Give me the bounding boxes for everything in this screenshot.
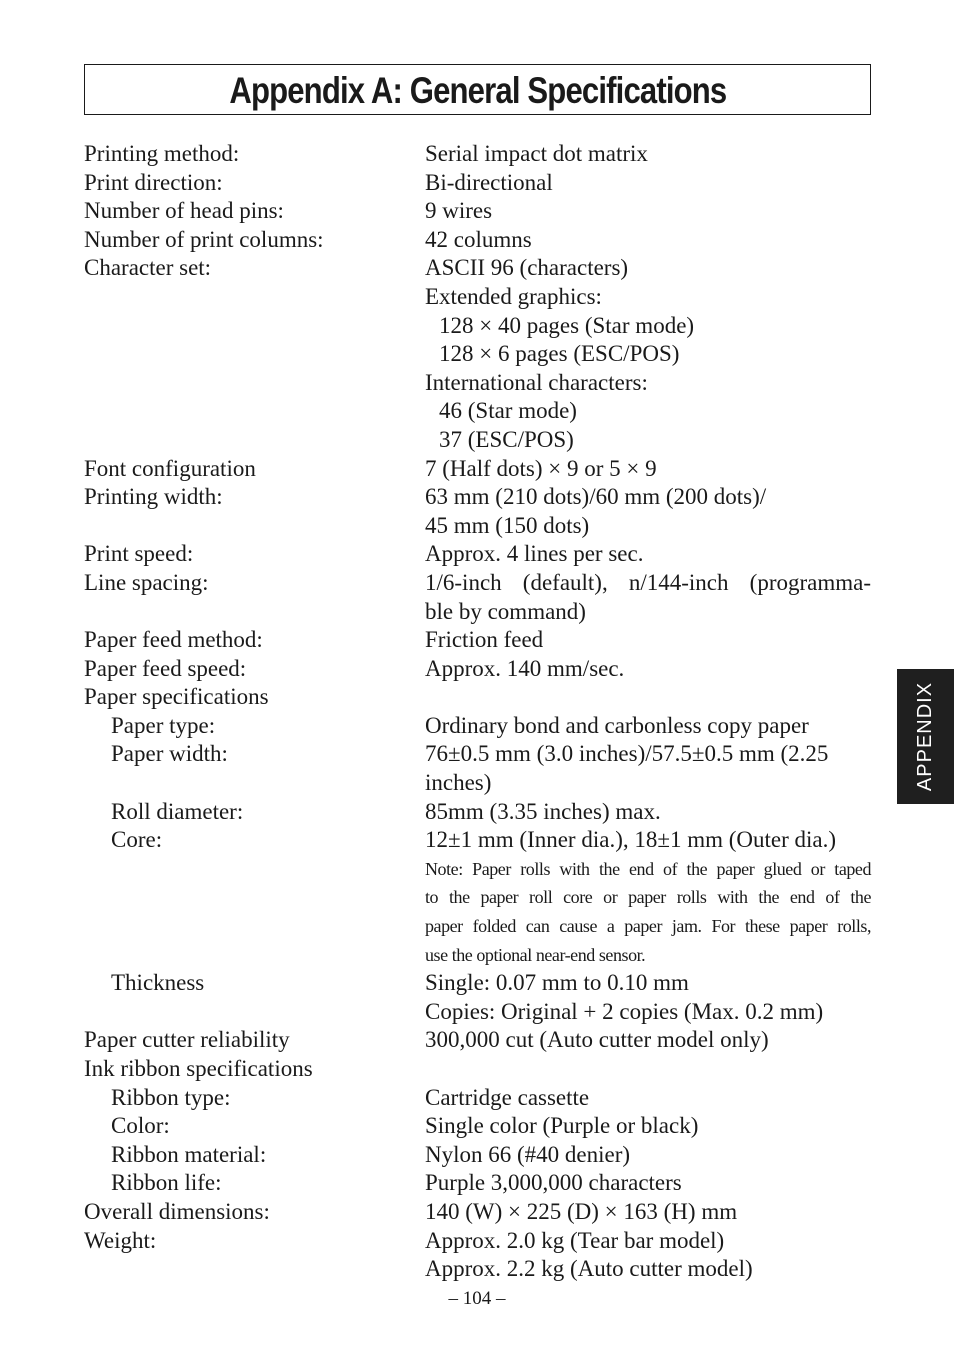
spec-value: 140 (W) × 225 (D) × 163 (H) mm bbox=[425, 1198, 738, 1224]
spec-value: Approx. 2.0 kg (Tear bar model) bbox=[425, 1227, 725, 1253]
spec-row bbox=[84, 655, 874, 684]
spec-label: Character set: bbox=[84, 255, 212, 281]
spec-label: Paper type: bbox=[111, 712, 216, 738]
spec-row bbox=[84, 197, 874, 226]
spec-row bbox=[84, 426, 874, 455]
spec-label: Number of print columns: bbox=[84, 226, 324, 252]
spec-label: Paper feed speed: bbox=[84, 655, 247, 681]
spec-label: Ribbon material: bbox=[111, 1141, 267, 1167]
spec-label: Ribbon type: bbox=[111, 1084, 231, 1110]
spec-label: Line spacing: bbox=[84, 569, 209, 595]
spec-row bbox=[84, 540, 874, 569]
spec-note-text: paper folded can cause a paper jam. For these paper rolls, bbox=[425, 916, 871, 937]
spec-value: Approx. 140 mm/sec. bbox=[425, 655, 625, 681]
spec-note-text: use the optional near-end sensor. bbox=[425, 944, 646, 965]
spec-label: Paper width: bbox=[111, 741, 228, 767]
spec-label: Font configuration bbox=[84, 455, 256, 481]
spec-value: 300,000 cut (Auto cutter model only) bbox=[425, 1027, 769, 1053]
spec-value: 1/6-inch (default), n/144-inch (programma- bbox=[425, 569, 871, 595]
spec-value: International characters: bbox=[425, 369, 648, 395]
spec-row bbox=[84, 1026, 874, 1055]
spec-value: 46 (Star mode) bbox=[439, 398, 577, 424]
spec-row bbox=[84, 626, 874, 655]
spec-value: Extended graphics: bbox=[425, 283, 602, 309]
spec-row bbox=[84, 140, 874, 169]
spec-value: Approx. 4 lines per sec. bbox=[425, 541, 644, 567]
spec-value: 63 mm (210 dots)/60 mm (200 dots)/ bbox=[425, 484, 767, 510]
spec-row bbox=[84, 340, 874, 369]
spec-row bbox=[84, 283, 874, 312]
spec-value: 128 × 40 pages (Star mode) bbox=[439, 312, 695, 338]
spec-value: 85mm (3.35 inches) max. bbox=[425, 798, 661, 824]
spec-note-text: to the paper roll core or paper rolls with the end of the bbox=[425, 887, 871, 908]
spec-row bbox=[84, 397, 874, 426]
spec-value: Approx. 2.2 kg (Auto cutter model) bbox=[425, 1256, 753, 1282]
spec-value: 128 × 6 pages (ESC/POS) bbox=[439, 341, 680, 367]
spec-value: Single: 0.07 mm to 0.10 mm bbox=[425, 970, 689, 996]
page-title: Appendix A: General Specifications bbox=[228, 70, 727, 111]
spec-value: Ordinary bond and carbonless copy paper bbox=[425, 712, 809, 738]
spec-label: Printing method: bbox=[84, 141, 240, 166]
spec-row bbox=[84, 369, 874, 398]
appendix-tab-label: APPENDIX bbox=[914, 681, 936, 792]
spec-value: Friction feed bbox=[425, 627, 544, 653]
spec-row bbox=[84, 254, 874, 283]
spec-row bbox=[84, 1141, 874, 1170]
spec-row bbox=[84, 1112, 874, 1141]
spec-value: ble by command) bbox=[425, 598, 586, 624]
spec-note-line bbox=[84, 855, 874, 884]
spec-value: 37 (ESC/POS) bbox=[439, 426, 574, 452]
spec-label: Print direction: bbox=[84, 169, 223, 195]
spec-row bbox=[84, 1055, 874, 1084]
spec-row bbox=[84, 769, 874, 798]
spec-value: Single color (Purple or black) bbox=[425, 1113, 699, 1139]
spec-value: 7 (Half dots) × 9 or 5 × 9 bbox=[425, 455, 657, 481]
spec-label: Thickness bbox=[111, 970, 205, 996]
spec-row bbox=[84, 512, 874, 541]
spec-label: Roll diameter: bbox=[111, 798, 244, 824]
spec-row bbox=[84, 1169, 874, 1198]
spec-label: Weight: bbox=[84, 1227, 157, 1253]
spec-label: Overall dimensions: bbox=[84, 1198, 270, 1224]
spec-row bbox=[84, 312, 874, 341]
spec-value: Purple 3,000,000 characters bbox=[425, 1170, 682, 1196]
spec-row bbox=[84, 998, 874, 1027]
spec-value: 12±1 mm (Inner dia.), 18±1 mm (Outer dia.) bbox=[425, 827, 837, 853]
spec-row bbox=[84, 169, 874, 198]
spec-label: Number of head pins: bbox=[84, 198, 284, 224]
spec-value: inches) bbox=[425, 770, 492, 796]
title-box bbox=[84, 64, 871, 115]
page-number: – 104 – bbox=[448, 1288, 506, 1309]
spec-note-text: Note: Paper rolls with the end of the paper glued or taped bbox=[425, 858, 871, 879]
spec-note-line bbox=[84, 941, 874, 970]
spec-value: Bi-directional bbox=[425, 169, 553, 195]
spec-label: Core: bbox=[111, 827, 163, 853]
spec-row bbox=[84, 1084, 874, 1113]
spec-row bbox=[84, 1198, 874, 1227]
spec-row bbox=[84, 483, 874, 512]
spec-row bbox=[84, 740, 874, 769]
appendix-side-tab bbox=[897, 669, 954, 804]
spec-label: Print speed: bbox=[84, 541, 194, 567]
spec-value: ASCII 96 (characters) bbox=[425, 255, 629, 281]
spec-row bbox=[84, 1227, 874, 1256]
spec-row bbox=[84, 798, 874, 827]
spec-value: Cartridge cassette bbox=[425, 1084, 590, 1110]
spec-row bbox=[84, 226, 874, 255]
spec-label: Ink ribbon specifications bbox=[84, 1056, 313, 1081]
spec-value: Copies: Original + 2 copies (Max. 0.2 mm) bbox=[425, 998, 824, 1024]
spec-row bbox=[84, 569, 874, 598]
spec-label: Paper feed method: bbox=[84, 627, 263, 653]
spec-list bbox=[84, 140, 874, 1284]
spec-label: Color: bbox=[111, 1113, 170, 1139]
spec-value: 45 mm (150 dots) bbox=[425, 512, 590, 538]
spec-value: 42 columns bbox=[425, 226, 532, 252]
spec-note-line bbox=[84, 883, 874, 912]
spec-label: Printing width: bbox=[84, 484, 223, 510]
spec-row bbox=[84, 455, 874, 484]
spec-label: Paper cutter reliability bbox=[84, 1027, 290, 1053]
spec-row bbox=[84, 969, 874, 998]
spec-row bbox=[84, 1255, 874, 1284]
spec-value: Serial impact dot matrix bbox=[425, 141, 648, 166]
spec-label: Ribbon life: bbox=[111, 1170, 222, 1196]
spec-row bbox=[84, 712, 874, 741]
spec-value: Nylon 66 (#40 denier) bbox=[425, 1141, 631, 1167]
spec-value: 76±0.5 mm (3.0 inches)/57.5±0.5 mm (2.25 bbox=[425, 741, 829, 767]
spec-value: 9 wires bbox=[425, 198, 493, 224]
spec-note-line bbox=[84, 912, 874, 941]
spec-row bbox=[84, 683, 874, 712]
spec-label: Paper specifications bbox=[84, 684, 269, 710]
spec-row bbox=[84, 826, 874, 855]
spec-row bbox=[84, 598, 874, 627]
